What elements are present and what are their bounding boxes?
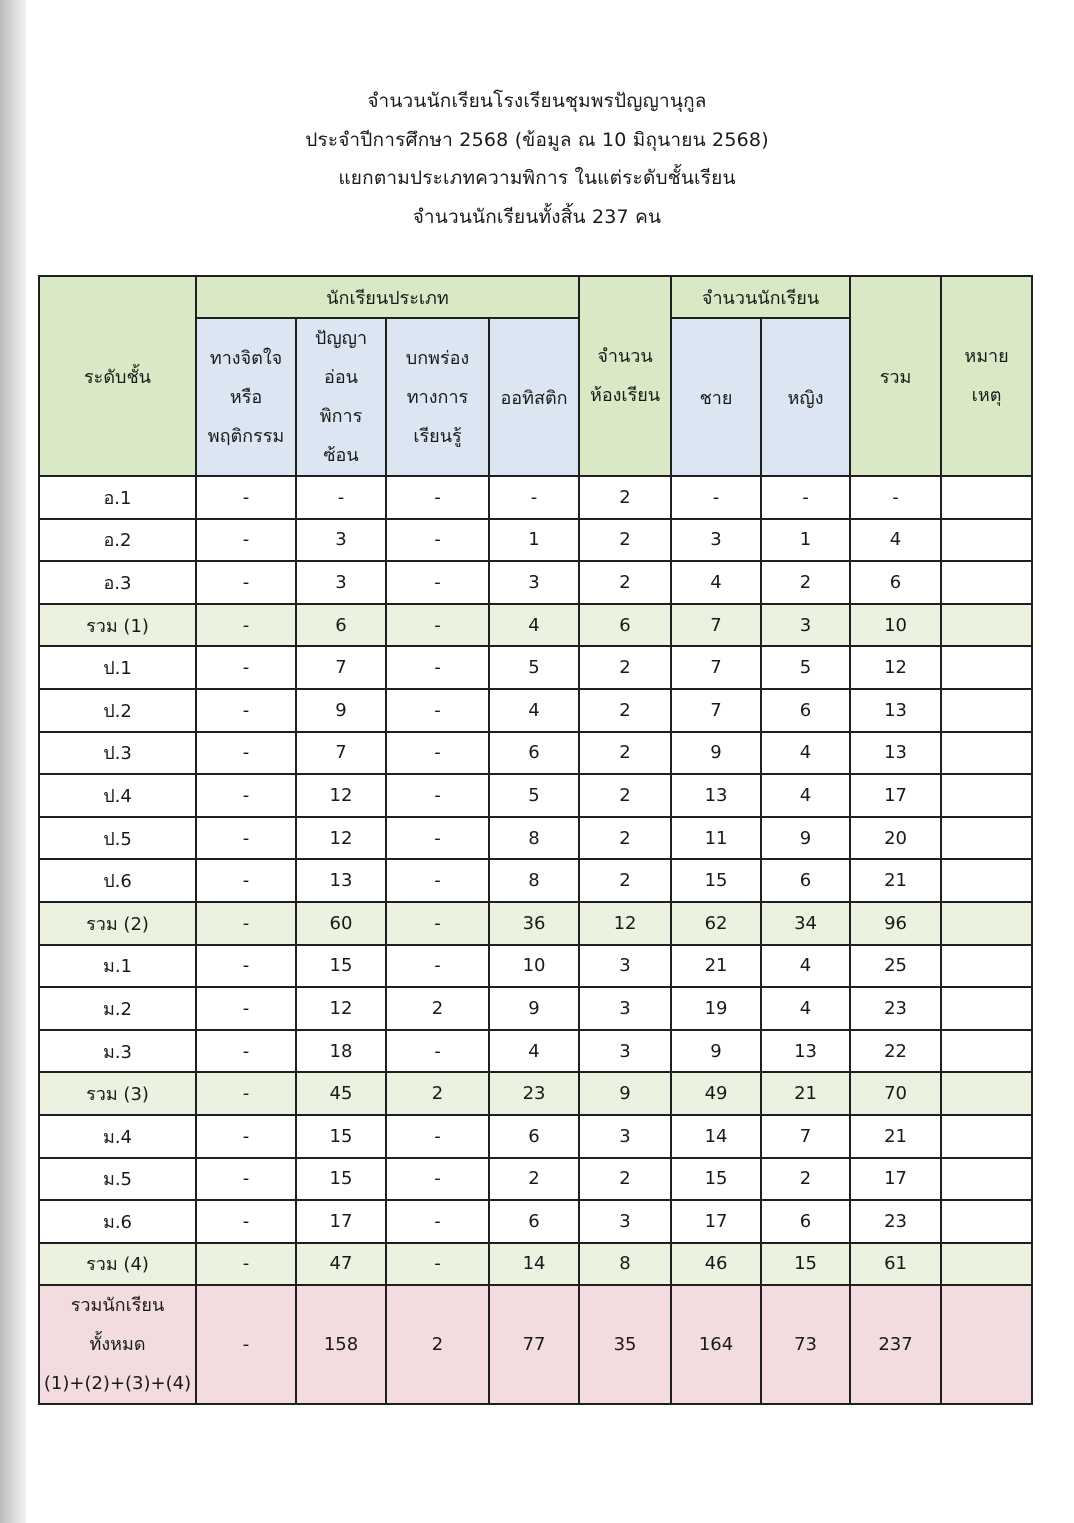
cell-female: 2 <box>761 561 850 604</box>
cell-remark <box>941 561 1032 604</box>
cell-learning: - <box>386 1115 489 1158</box>
cell-learning: - <box>386 561 489 604</box>
cell-remark <box>941 604 1032 647</box>
cell-learning: - <box>386 519 489 562</box>
cell-intellectual: 12 <box>296 774 386 817</box>
cell-remark <box>941 646 1032 689</box>
cell-female: 1 <box>761 519 850 562</box>
cell-total: 10 <box>850 604 941 647</box>
cell-autism: 2 <box>489 1158 579 1201</box>
header-type-learning-line-3: เรียนรู้ <box>413 425 462 447</box>
cell-emotional: - <box>196 1030 296 1073</box>
cell-remark <box>941 1285 1032 1404</box>
cell-intellectual: 47 <box>296 1243 386 1286</box>
cell-level: ป.2 <box>39 689 196 732</box>
cell-remark <box>941 1072 1032 1115</box>
header-type-intellectual-line-1: ปัญญา <box>314 328 368 349</box>
cell-female: 7 <box>761 1115 850 1158</box>
cell-total: 13 <box>850 689 941 732</box>
cell-total: 12 <box>850 646 941 689</box>
cell-total: 17 <box>850 1158 941 1201</box>
cell-learning: 2 <box>386 987 489 1030</box>
cell-female: 6 <box>761 1200 850 1243</box>
cell-total: 4 <box>850 519 941 562</box>
table-header <box>39 276 1032 476</box>
grand-total-label-line: (1)+(2)+(3)+(4) <box>43 1373 192 1395</box>
cell-male: 14 <box>671 1115 761 1158</box>
cell-autism: 4 <box>489 604 579 647</box>
cell-learning: - <box>386 689 489 732</box>
cell-male: - <box>671 476 761 519</box>
cell-female: 21 <box>761 1072 850 1115</box>
header-type-emotional-line-3: พฤติกรรม <box>207 425 285 447</box>
header-type-autism: ออทิสติก <box>489 318 579 476</box>
cell-remark <box>941 689 1032 732</box>
cell-remark <box>941 1158 1032 1201</box>
cell-male: 9 <box>671 1030 761 1073</box>
cell-learning: - <box>386 859 489 902</box>
cell-remark <box>941 1030 1032 1073</box>
table-row <box>39 519 1032 562</box>
cell-autism: 1 <box>489 519 579 562</box>
cell-autism: 5 <box>489 646 579 689</box>
cell-intellectual: 18 <box>296 1030 386 1073</box>
cell-male: 21 <box>671 945 761 988</box>
title-line-2: ประจำปีการศึกษา 2568 (ข้อมูล ณ 10 มิถุนายน 2568) <box>305 128 769 151</box>
cell-intellectual: 15 <box>296 1158 386 1201</box>
cell-intellectual: 9 <box>296 689 386 732</box>
cell-remark <box>941 1200 1032 1243</box>
cell-classrooms: 2 <box>579 732 671 775</box>
table-row <box>39 987 1032 1030</box>
cell-level: ม.1 <box>39 945 196 988</box>
cell-male: 62 <box>671 902 761 945</box>
cell-classrooms: 2 <box>579 646 671 689</box>
table-row <box>39 1158 1032 1201</box>
cell-total: 20 <box>850 817 941 860</box>
cell-remark <box>941 987 1032 1030</box>
cell-female: 4 <box>761 987 850 1030</box>
cell-intellectual: 3 <box>296 561 386 604</box>
cell-learning: - <box>386 646 489 689</box>
cell-level: อ.2 <box>39 519 196 562</box>
subtotal-row <box>39 604 1032 647</box>
cell-learning: - <box>386 1200 489 1243</box>
title-line-1: จำนวนนักเรียนโรงเรียนชุมพรปัญญานุกูล <box>367 90 707 112</box>
cell-classrooms: 9 <box>579 1072 671 1115</box>
header-type-intellectual-line-3: พิการ <box>319 406 363 427</box>
cell-autism: 36 <box>489 902 579 945</box>
cell-female: 2 <box>761 1158 850 1201</box>
subtotal-row <box>39 902 1032 945</box>
cell-female: 9 <box>761 817 850 860</box>
subtotal-row <box>39 1072 1032 1115</box>
cell-emotional: - <box>196 987 296 1030</box>
cell-emotional: - <box>196 1072 296 1115</box>
table-row <box>39 476 1032 519</box>
cell-female: 5 <box>761 646 850 689</box>
table-row <box>39 817 1032 860</box>
header-type-learning <box>386 318 489 476</box>
cell-intellectual: 17 <box>296 1200 386 1243</box>
cell-autism: 3 <box>489 561 579 604</box>
cell-level: ม.4 <box>39 1115 196 1158</box>
cell-classrooms: 2 <box>579 1158 671 1201</box>
header-type-intellectual-line-4: ซ้อน <box>323 445 359 466</box>
cell-male: 4 <box>671 561 761 604</box>
grand-total-row <box>39 1285 1032 1404</box>
table-row <box>39 945 1032 988</box>
cell-level: ป.5 <box>39 817 196 860</box>
cell-autism: 4 <box>489 1030 579 1073</box>
cell-female: 6 <box>761 689 850 732</box>
cell-classrooms: 2 <box>579 859 671 902</box>
table-row <box>39 1200 1032 1243</box>
cell-male: 7 <box>671 689 761 732</box>
header-student-count: จำนวนนักเรียน <box>671 276 850 318</box>
cell-intellectual: 15 <box>296 945 386 988</box>
cell-total: 23 <box>850 987 941 1030</box>
header-level: ระดับชั้น <box>39 276 196 476</box>
cell-intellectual: 60 <box>296 902 386 945</box>
cell-emotional: - <box>196 859 296 902</box>
cell-autism: 9 <box>489 987 579 1030</box>
cell-autism: 8 <box>489 817 579 860</box>
cell-male: 9 <box>671 732 761 775</box>
cell-remark <box>941 1115 1032 1158</box>
grand-total-label-line: ทั้งหมด <box>89 1334 146 1356</box>
cell-male: 13 <box>671 774 761 817</box>
cell-total: 6 <box>850 561 941 604</box>
cell-male: 46 <box>671 1243 761 1286</box>
header-type-intellectual <box>296 318 386 476</box>
cell-level: ม.2 <box>39 987 196 1030</box>
cell-remark <box>941 859 1032 902</box>
cell-female: 3 <box>761 604 850 647</box>
cell-emotional: - <box>196 1285 296 1404</box>
cell-female: 4 <box>761 945 850 988</box>
cell-classrooms: 2 <box>579 476 671 519</box>
header-type-emotional <box>196 318 296 476</box>
cell-remark <box>941 519 1032 562</box>
cell-classrooms: 2 <box>579 817 671 860</box>
cell-intellectual: 158 <box>296 1285 386 1404</box>
cell-learning: - <box>386 732 489 775</box>
cell-intellectual: 13 <box>296 859 386 902</box>
cell-autism: 77 <box>489 1285 579 1404</box>
cell-level <box>39 1285 196 1404</box>
cell-classrooms: 2 <box>579 689 671 732</box>
header-student-type: นักเรียนประเภท <box>196 276 579 318</box>
cell-emotional: - <box>196 945 296 988</box>
cell-classrooms: 3 <box>579 1115 671 1158</box>
cell-classrooms: 3 <box>579 1030 671 1073</box>
cell-intellectual: 7 <box>296 732 386 775</box>
table-row <box>39 1030 1032 1073</box>
cell-female: - <box>761 476 850 519</box>
cell-classrooms: 35 <box>579 1285 671 1404</box>
table-row <box>39 561 1032 604</box>
cell-total: 23 <box>850 1200 941 1243</box>
cell-classrooms: 2 <box>579 561 671 604</box>
cell-level: รวม (2) <box>39 902 196 945</box>
cell-autism: 8 <box>489 859 579 902</box>
cell-female: 73 <box>761 1285 850 1404</box>
cell-classrooms: 3 <box>579 1200 671 1243</box>
cell-male: 49 <box>671 1072 761 1115</box>
table-row <box>39 732 1032 775</box>
cell-female: 13 <box>761 1030 850 1073</box>
cell-remark <box>941 774 1032 817</box>
cell-total: 21 <box>850 859 941 902</box>
cell-intellectual: 15 <box>296 1115 386 1158</box>
cell-intellectual: 45 <box>296 1072 386 1115</box>
header-remark-line-1: หมาย <box>964 346 1009 367</box>
cell-autism: 14 <box>489 1243 579 1286</box>
cell-emotional: - <box>196 689 296 732</box>
cell-male: 7 <box>671 646 761 689</box>
cell-autism: 6 <box>489 1115 579 1158</box>
cell-autism: 23 <box>489 1072 579 1115</box>
cell-emotional: - <box>196 902 296 945</box>
table-row <box>39 774 1032 817</box>
cell-autism: 4 <box>489 689 579 732</box>
cell-male: 17 <box>671 1200 761 1243</box>
cell-female: 34 <box>761 902 850 945</box>
cell-autism: - <box>489 476 579 519</box>
cell-learning: - <box>386 817 489 860</box>
cell-total: 237 <box>850 1285 941 1404</box>
cell-intellectual: 7 <box>296 646 386 689</box>
cell-level: รวม (4) <box>39 1243 196 1286</box>
header-female: หญิง <box>761 318 850 476</box>
header-classrooms <box>579 276 671 476</box>
cell-emotional: - <box>196 1158 296 1201</box>
cell-emotional: - <box>196 646 296 689</box>
cell-learning: - <box>386 1030 489 1073</box>
cell-total: 21 <box>850 1115 941 1158</box>
cell-level: อ.3 <box>39 561 196 604</box>
cell-learning: - <box>386 1243 489 1286</box>
table-row <box>39 689 1032 732</box>
cell-male: 3 <box>671 519 761 562</box>
header-type-intellectual-line-2: อ่อน <box>324 367 358 388</box>
cell-emotional: - <box>196 1200 296 1243</box>
grand-total-label-line: รวมนักเรียน <box>70 1295 165 1317</box>
header-remark-line-2: เหตุ <box>971 385 1002 406</box>
cell-level: รวม (3) <box>39 1072 196 1115</box>
cell-autism: 6 <box>489 732 579 775</box>
cell-intellectual: 12 <box>296 987 386 1030</box>
cell-autism: 6 <box>489 1200 579 1243</box>
cell-total: 70 <box>850 1072 941 1115</box>
cell-emotional: - <box>196 732 296 775</box>
cell-male: 11 <box>671 817 761 860</box>
cell-classrooms: 3 <box>579 987 671 1030</box>
cell-total: 22 <box>850 1030 941 1073</box>
cell-level: ม.5 <box>39 1158 196 1201</box>
cell-remark <box>941 945 1032 988</box>
cell-learning: - <box>386 604 489 647</box>
cell-learning: - <box>386 476 489 519</box>
header-total: รวม <box>850 276 941 476</box>
cell-emotional: - <box>196 476 296 519</box>
cell-level: ม.3 <box>39 1030 196 1073</box>
cell-male: 7 <box>671 604 761 647</box>
cell-remark <box>941 817 1032 860</box>
table-row <box>39 859 1032 902</box>
cell-intellectual: - <box>296 476 386 519</box>
header-type-learning-line-2: ทางการ <box>406 386 469 408</box>
cell-remark <box>941 902 1032 945</box>
cell-intellectual: 12 <box>296 817 386 860</box>
cell-female: 4 <box>761 732 850 775</box>
cell-male: 164 <box>671 1285 761 1404</box>
cell-autism: 10 <box>489 945 579 988</box>
header-type-learning-line-1: บกพร่อง <box>405 347 470 369</box>
cell-total: 17 <box>850 774 941 817</box>
cell-classrooms: 2 <box>579 774 671 817</box>
cell-learning: 2 <box>386 1285 489 1404</box>
cell-classrooms: 3 <box>579 945 671 988</box>
cell-female: 6 <box>761 859 850 902</box>
cell-female: 15 <box>761 1243 850 1286</box>
cell-level: รวม (1) <box>39 604 196 647</box>
cell-emotional: - <box>196 519 296 562</box>
table-body <box>39 476 1032 1404</box>
cell-level: ป.4 <box>39 774 196 817</box>
cell-total: 96 <box>850 902 941 945</box>
student-count-table <box>38 275 1033 1405</box>
table-row <box>39 1115 1032 1158</box>
document-title-block <box>0 82 1074 236</box>
subtotal-row <box>39 1243 1032 1286</box>
cell-female: 4 <box>761 774 850 817</box>
cell-male: 19 <box>671 987 761 1030</box>
header-remark <box>941 276 1032 476</box>
cell-male: 15 <box>671 859 761 902</box>
title-line-3: แยกตามประเภทความพิการ ในแต่ระดับชั้นเรียน <box>338 167 736 189</box>
cell-classrooms: 6 <box>579 604 671 647</box>
cell-total: 13 <box>850 732 941 775</box>
cell-level: ป.3 <box>39 732 196 775</box>
header-male: ชาย <box>671 318 761 476</box>
cell-learning: - <box>386 774 489 817</box>
cell-emotional: - <box>196 604 296 647</box>
cell-level: อ.1 <box>39 476 196 519</box>
cell-emotional: - <box>196 774 296 817</box>
cell-male: 15 <box>671 1158 761 1201</box>
cell-autism: 5 <box>489 774 579 817</box>
header-classrooms-line-2: ห้องเรียน <box>589 385 661 406</box>
cell-classrooms: 2 <box>579 519 671 562</box>
cell-learning: 2 <box>386 1072 489 1115</box>
cell-intellectual: 6 <box>296 604 386 647</box>
cell-level: ป.1 <box>39 646 196 689</box>
cell-emotional: - <box>196 1115 296 1158</box>
cell-classrooms: 8 <box>579 1243 671 1286</box>
cell-emotional: - <box>196 561 296 604</box>
cell-intellectual: 3 <box>296 519 386 562</box>
cell-learning: - <box>386 902 489 945</box>
header-type-emotional-line-1: ทางจิตใจ <box>209 347 283 369</box>
cell-level: ม.6 <box>39 1200 196 1243</box>
cell-learning: - <box>386 945 489 988</box>
cell-emotional: - <box>196 1243 296 1286</box>
cell-remark <box>941 732 1032 775</box>
cell-total: 25 <box>850 945 941 988</box>
cell-learning: - <box>386 1158 489 1201</box>
header-type-emotional-line-2: หรือ <box>229 386 263 408</box>
cell-remark <box>941 476 1032 519</box>
cell-remark <box>941 1243 1032 1286</box>
cell-classrooms: 12 <box>579 902 671 945</box>
cell-total: 61 <box>850 1243 941 1286</box>
header-classrooms-line-1: จำนวน <box>597 346 653 367</box>
title-line-4: จำนวนนักเรียนทั้งสิ้น 237 คน <box>412 205 662 228</box>
cell-emotional: - <box>196 817 296 860</box>
cell-total: - <box>850 476 941 519</box>
table-row <box>39 646 1032 689</box>
cell-level: ป.6 <box>39 859 196 902</box>
